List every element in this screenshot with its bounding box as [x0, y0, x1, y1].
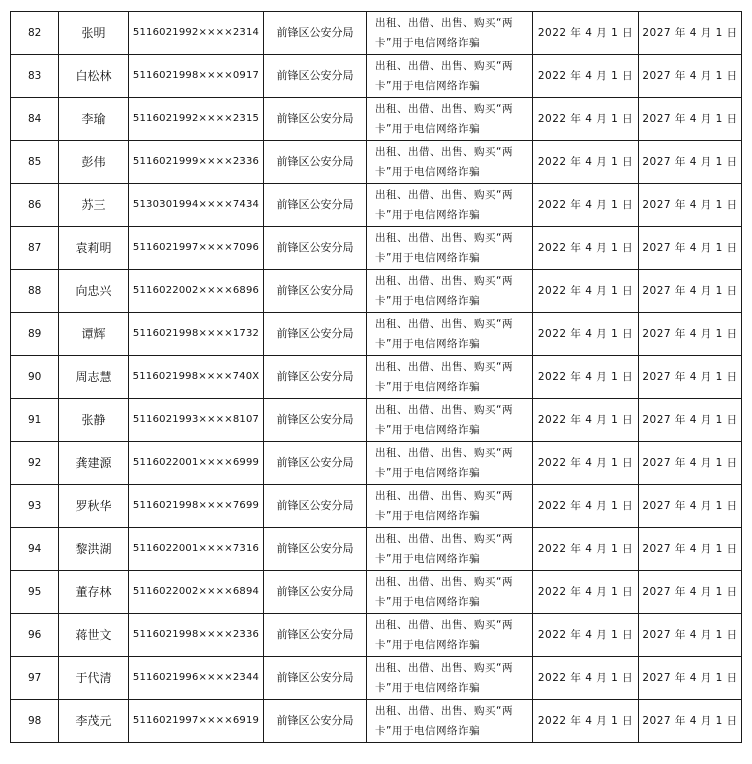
- authority-name-cell: 前锋区公安分局: [264, 356, 367, 399]
- start-date-cell: 2022 年 4 月 1 日: [533, 227, 639, 270]
- row-number-cell: 82: [11, 12, 59, 55]
- id-number-cell: 5116021997××××7096: [129, 227, 264, 270]
- row-number-cell: 88: [11, 270, 59, 313]
- end-date-cell: 2027 年 4 月 1 日: [639, 12, 742, 55]
- end-date-cell: 2027 年 4 月 1 日: [639, 485, 742, 528]
- table-row: [11, 270, 742, 313]
- violation-reason-cell: 出租、出借、出售、购买“两卡”用于电信网络诈骗: [367, 12, 533, 55]
- table-row: [11, 700, 742, 743]
- authority-name-cell: 前锋区公安分局: [264, 270, 367, 313]
- authority-name-cell: 前锋区公安分局: [264, 528, 367, 571]
- table-row: [11, 571, 742, 614]
- person-name-cell: 谭辉: [59, 313, 129, 356]
- person-name-cell: 袁莉明: [59, 227, 129, 270]
- person-name-cell: 李茂元: [59, 700, 129, 743]
- id-number-cell: 5116021998××××2336: [129, 614, 264, 657]
- end-date-cell: 2027 年 4 月 1 日: [639, 442, 742, 485]
- start-date-cell: 2022 年 4 月 1 日: [533, 184, 639, 227]
- disciplinary-list-table: [10, 11, 742, 743]
- end-date-cell: 2027 年 4 月 1 日: [639, 55, 742, 98]
- row-number-cell: 92: [11, 442, 59, 485]
- table-row: [11, 399, 742, 442]
- person-name-cell: 黎洪湖: [59, 528, 129, 571]
- authority-name-cell: 前锋区公安分局: [264, 313, 367, 356]
- id-number-cell: 5116021998××××1732: [129, 313, 264, 356]
- start-date-cell: 2022 年 4 月 1 日: [533, 571, 639, 614]
- start-date-cell: 2022 年 4 月 1 日: [533, 12, 639, 55]
- violation-reason-cell: 出租、出借、出售、购买“两卡”用于电信网络诈骗: [367, 55, 533, 98]
- end-date-cell: 2027 年 4 月 1 日: [639, 700, 742, 743]
- table-row: [11, 313, 742, 356]
- row-number-cell: 97: [11, 657, 59, 700]
- table-row: [11, 55, 742, 98]
- violation-reason-cell: 出租、出借、出售、购买“两卡”用于电信网络诈骗: [367, 270, 533, 313]
- start-date-cell: 2022 年 4 月 1 日: [533, 657, 639, 700]
- start-date-cell: 2022 年 4 月 1 日: [533, 98, 639, 141]
- violation-reason-cell: 出租、出借、出售、购买“两卡”用于电信网络诈骗: [367, 700, 533, 743]
- row-number-cell: 98: [11, 700, 59, 743]
- start-date-cell: 2022 年 4 月 1 日: [533, 313, 639, 356]
- row-number-cell: 94: [11, 528, 59, 571]
- violation-reason-cell: 出租、出借、出售、购买“两卡”用于电信网络诈骗: [367, 98, 533, 141]
- authority-name-cell: 前锋区公安分局: [264, 98, 367, 141]
- row-number-cell: 86: [11, 184, 59, 227]
- id-number-cell: 5116022001××××6999: [129, 442, 264, 485]
- authority-name-cell: 前锋区公安分局: [264, 485, 367, 528]
- violation-reason-cell: 出租、出借、出售、购买“两卡”用于电信网络诈骗: [367, 485, 533, 528]
- table-row: [11, 184, 742, 227]
- end-date-cell: 2027 年 4 月 1 日: [639, 614, 742, 657]
- violation-reason-cell: 出租、出借、出售、购买“两卡”用于电信网络诈骗: [367, 399, 533, 442]
- row-number-cell: 84: [11, 98, 59, 141]
- end-date-cell: 2027 年 4 月 1 日: [639, 356, 742, 399]
- violation-reason-cell: 出租、出借、出售、购买“两卡”用于电信网络诈骗: [367, 356, 533, 399]
- end-date-cell: 2027 年 4 月 1 日: [639, 98, 742, 141]
- table-row: [11, 528, 742, 571]
- id-number-cell: 5116021998××××0917: [129, 55, 264, 98]
- table-row: [11, 614, 742, 657]
- person-name-cell: 罗秋华: [59, 485, 129, 528]
- person-name-cell: 董存林: [59, 571, 129, 614]
- violation-reason-cell: 出租、出借、出售、购买“两卡”用于电信网络诈骗: [367, 141, 533, 184]
- id-number-cell: 5130301994××××7434: [129, 184, 264, 227]
- start-date-cell: 2022 年 4 月 1 日: [533, 270, 639, 313]
- authority-name-cell: 前锋区公安分局: [264, 614, 367, 657]
- id-number-cell: 5116021998××××740X: [129, 356, 264, 399]
- violation-reason-cell: 出租、出借、出售、购买“两卡”用于电信网络诈骗: [367, 227, 533, 270]
- person-name-cell: 苏三: [59, 184, 129, 227]
- start-date-cell: 2022 年 4 月 1 日: [533, 528, 639, 571]
- violation-reason-cell: 出租、出借、出售、购买“两卡”用于电信网络诈骗: [367, 184, 533, 227]
- end-date-cell: 2027 年 4 月 1 日: [639, 184, 742, 227]
- authority-name-cell: 前锋区公安分局: [264, 184, 367, 227]
- end-date-cell: 2027 年 4 月 1 日: [639, 270, 742, 313]
- start-date-cell: 2022 年 4 月 1 日: [533, 356, 639, 399]
- violation-reason-cell: 出租、出借、出售、购买“两卡”用于电信网络诈骗: [367, 614, 533, 657]
- start-date-cell: 2022 年 4 月 1 日: [533, 141, 639, 184]
- authority-name-cell: 前锋区公安分局: [264, 227, 367, 270]
- authority-name-cell: 前锋区公安分局: [264, 571, 367, 614]
- end-date-cell: 2027 年 4 月 1 日: [639, 313, 742, 356]
- person-name-cell: 向忠兴: [59, 270, 129, 313]
- end-date-cell: 2027 年 4 月 1 日: [639, 141, 742, 184]
- table-row: [11, 98, 742, 141]
- id-number-cell: 5116022002××××6896: [129, 270, 264, 313]
- row-number-cell: 96: [11, 614, 59, 657]
- end-date-cell: 2027 年 4 月 1 日: [639, 528, 742, 571]
- person-name-cell: 于代清: [59, 657, 129, 700]
- person-name-cell: 周志慧: [59, 356, 129, 399]
- authority-name-cell: 前锋区公安分局: [264, 399, 367, 442]
- row-number-cell: 83: [11, 55, 59, 98]
- id-number-cell: 5116021992××××2314: [129, 12, 264, 55]
- row-number-cell: 87: [11, 227, 59, 270]
- authority-name-cell: 前锋区公安分局: [264, 657, 367, 700]
- start-date-cell: 2022 年 4 月 1 日: [533, 55, 639, 98]
- row-number-cell: 93: [11, 485, 59, 528]
- person-name-cell: 李瑜: [59, 98, 129, 141]
- violation-reason-cell: 出租、出借、出售、购买“两卡”用于电信网络诈骗: [367, 571, 533, 614]
- id-number-cell: 5116022001××××7316: [129, 528, 264, 571]
- person-name-cell: 彭伟: [59, 141, 129, 184]
- end-date-cell: 2027 年 4 月 1 日: [639, 227, 742, 270]
- violation-reason-cell: 出租、出借、出售、购买“两卡”用于电信网络诈骗: [367, 313, 533, 356]
- start-date-cell: 2022 年 4 月 1 日: [533, 442, 639, 485]
- table-row: [11, 141, 742, 184]
- authority-name-cell: 前锋区公安分局: [264, 12, 367, 55]
- person-name-cell: 白松林: [59, 55, 129, 98]
- violation-reason-cell: 出租、出借、出售、购买“两卡”用于电信网络诈骗: [367, 528, 533, 571]
- row-number-cell: 90: [11, 356, 59, 399]
- end-date-cell: 2027 年 4 月 1 日: [639, 399, 742, 442]
- authority-name-cell: 前锋区公安分局: [264, 700, 367, 743]
- table-row: [11, 356, 742, 399]
- id-number-cell: 5116021992××××2315: [129, 98, 264, 141]
- row-number-cell: 85: [11, 141, 59, 184]
- authority-name-cell: 前锋区公安分局: [264, 141, 367, 184]
- id-number-cell: 5116021998××××7699: [129, 485, 264, 528]
- id-number-cell: 5116021993××××8107: [129, 399, 264, 442]
- id-number-cell: 5116021996××××2344: [129, 657, 264, 700]
- start-date-cell: 2022 年 4 月 1 日: [533, 399, 639, 442]
- id-number-cell: 5116021999××××2336: [129, 141, 264, 184]
- table-body: [11, 12, 742, 743]
- end-date-cell: 2027 年 4 月 1 日: [639, 571, 742, 614]
- person-name-cell: 张明: [59, 12, 129, 55]
- id-number-cell: 5116021997××××6919: [129, 700, 264, 743]
- table-row: [11, 657, 742, 700]
- person-name-cell: 龚建源: [59, 442, 129, 485]
- start-date-cell: 2022 年 4 月 1 日: [533, 614, 639, 657]
- person-name-cell: 蒋世文: [59, 614, 129, 657]
- row-number-cell: 91: [11, 399, 59, 442]
- row-number-cell: 89: [11, 313, 59, 356]
- id-number-cell: 5116022002××××6894: [129, 571, 264, 614]
- table-row: [11, 442, 742, 485]
- table-row: [11, 227, 742, 270]
- start-date-cell: 2022 年 4 月 1 日: [533, 485, 639, 528]
- authority-name-cell: 前锋区公安分局: [264, 55, 367, 98]
- end-date-cell: 2027 年 4 月 1 日: [639, 657, 742, 700]
- person-name-cell: 张静: [59, 399, 129, 442]
- authority-name-cell: 前锋区公安分局: [264, 442, 367, 485]
- violation-reason-cell: 出租、出借、出售、购买“两卡”用于电信网络诈骗: [367, 657, 533, 700]
- row-number-cell: 95: [11, 571, 59, 614]
- violation-reason-cell: 出租、出借、出售、购买“两卡”用于电信网络诈骗: [367, 442, 533, 485]
- table-row: [11, 12, 742, 55]
- table-row: [11, 485, 742, 528]
- start-date-cell: 2022 年 4 月 1 日: [533, 700, 639, 743]
